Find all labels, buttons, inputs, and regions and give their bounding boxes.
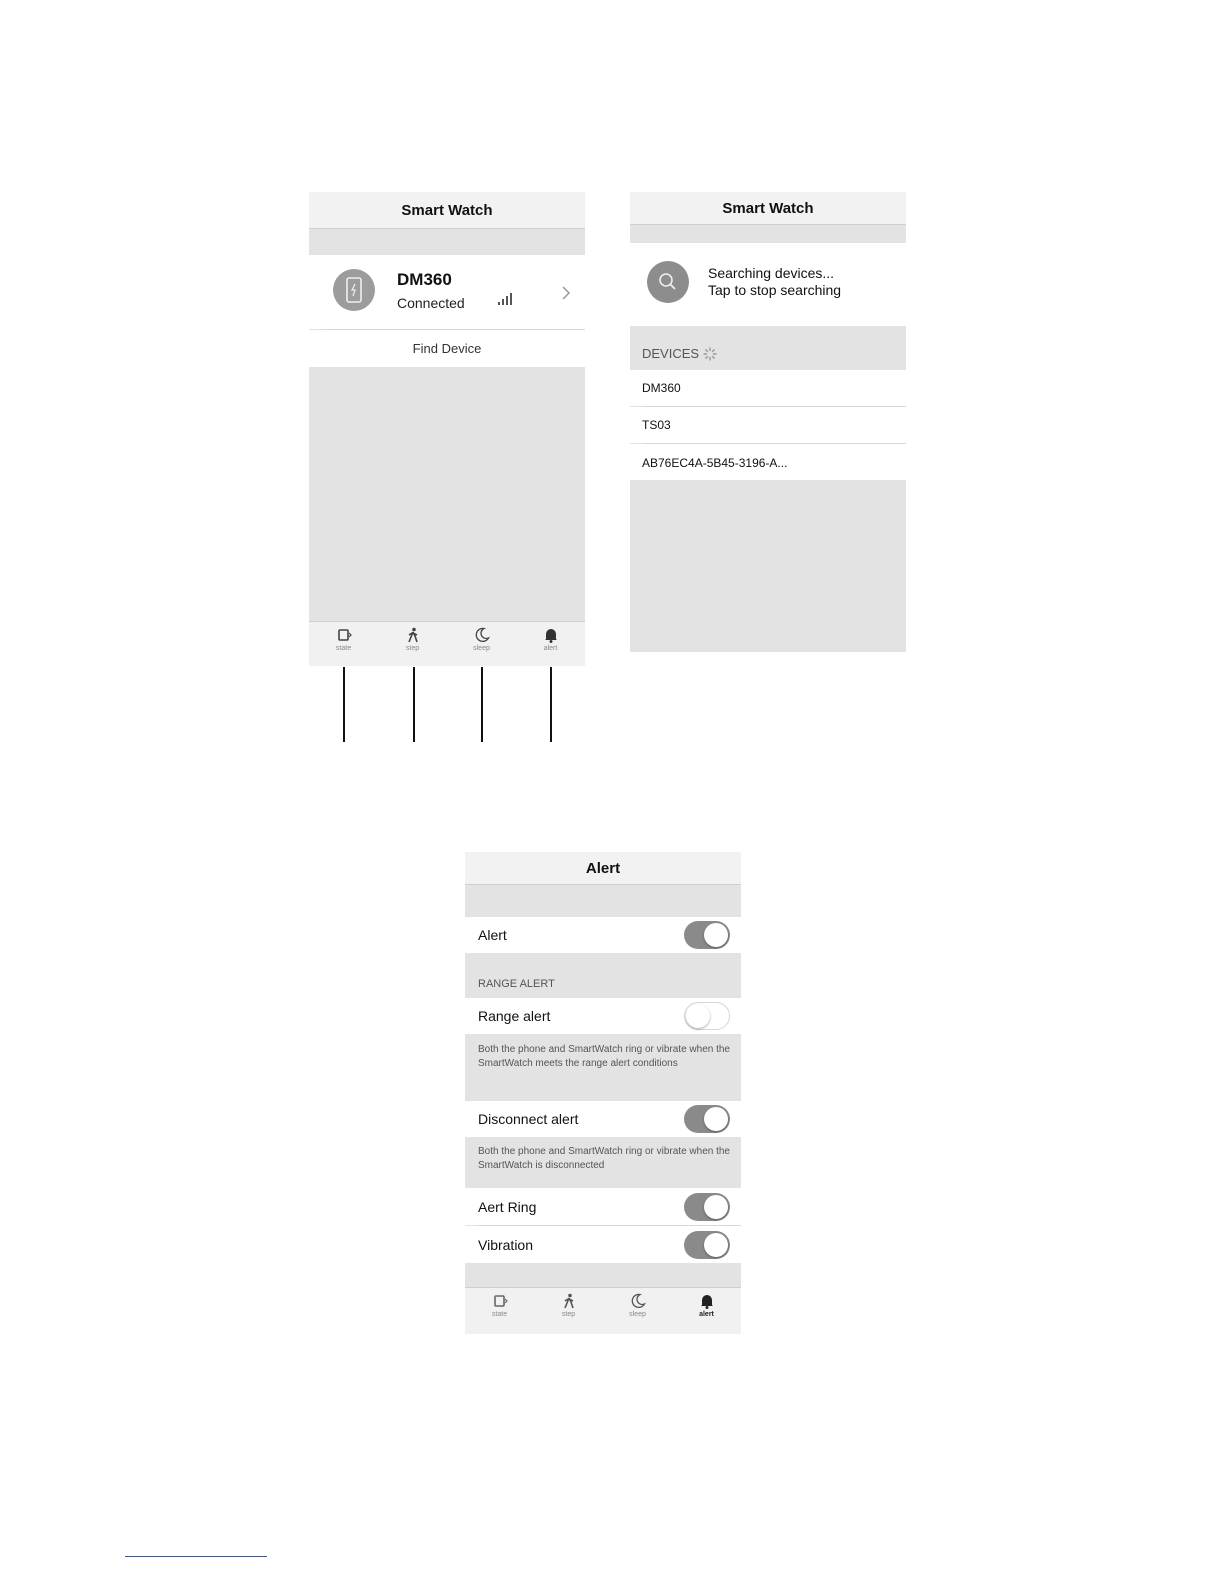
tab-label: step (405, 645, 420, 652)
search-stop-hint: Tap to stop searching (708, 282, 842, 298)
setting-row-alert-ring (465, 1188, 741, 1225)
nav-title: Smart Watch (401, 201, 493, 219)
callout-line-sleep (481, 667, 483, 742)
screen-device-search (630, 192, 906, 652)
callout-line-state (343, 667, 345, 742)
bell-icon (699, 1293, 715, 1309)
devices-section-header (642, 346, 717, 361)
setting-label: Disconnect alert (478, 1111, 579, 1127)
range-alert-description: Both the phone and SmartWatch ring or vibrate when the SmartWatch meets the range alert conditions (478, 1044, 730, 1069)
setting-label: Alert (478, 927, 507, 943)
device-list-item[interactable] (630, 444, 906, 480)
device-list-item[interactable] (630, 407, 906, 443)
spinner-icon (703, 347, 717, 361)
tab-sleep[interactable] (447, 622, 516, 666)
screen-alert-settings (465, 852, 741, 1334)
footer-rule (125, 1556, 267, 1557)
tab-alert[interactable] (516, 622, 585, 666)
range-alert-toggle[interactable] (684, 1002, 730, 1030)
nav-bar (465, 852, 741, 885)
tab-label: sleep (629, 1311, 646, 1318)
setting-label: Range alert (478, 1008, 551, 1024)
search-status-text: Searching devices... (708, 265, 835, 281)
search-status-row[interactable] (630, 243, 906, 326)
tab-label: sleep (473, 645, 490, 652)
chevron-right-icon (561, 285, 571, 301)
tab-label: alert (543, 645, 558, 652)
disconnect-alert-toggle[interactable] (684, 1105, 730, 1133)
disconnect-alert-description: Both the phone and SmartWatch ring or vibrate when the SmartWatch is disconnected (478, 1146, 730, 1171)
device-status: Connected (397, 295, 465, 311)
search-icon (647, 261, 689, 303)
range-section-header: RANGE ALERT (478, 978, 555, 990)
tab-label: step (561, 1311, 576, 1318)
setting-row-range-alert (465, 998, 741, 1034)
device-list-name: AB76EC4A-5B45-3196-A... (642, 456, 788, 470)
setting-row-alert (465, 917, 741, 953)
vibration-toggle[interactable] (684, 1231, 730, 1259)
device-list-item[interactable] (630, 370, 906, 406)
walking-person-icon (561, 1293, 577, 1309)
setting-row-vibration (465, 1226, 741, 1263)
tab-state[interactable] (309, 622, 378, 666)
tab-state[interactable] (465, 1288, 534, 1334)
setting-row-disconnect-alert (465, 1101, 741, 1137)
toggle-knob (704, 923, 728, 947)
moon-icon (630, 1293, 646, 1309)
bell-icon (543, 627, 559, 643)
toggle-knob (704, 1107, 728, 1131)
alert-ring-toggle[interactable] (684, 1193, 730, 1221)
nav-bar (309, 192, 585, 229)
nav-title: Smart Watch (722, 199, 814, 217)
tab-label: state (335, 645, 352, 652)
tab-bar (465, 1287, 741, 1334)
nav-bar (630, 192, 906, 225)
tab-bar (309, 621, 585, 666)
tab-label: state (491, 1311, 508, 1318)
device-list-name: TS03 (642, 418, 671, 432)
watch-icon (336, 627, 352, 643)
setting-label: Aert Ring (478, 1199, 537, 1215)
tab-label: alert (699, 1311, 714, 1318)
device-avatar (333, 269, 375, 311)
callout-line-step (413, 667, 415, 742)
tab-step[interactable] (534, 1288, 603, 1334)
toggle-knob (704, 1195, 728, 1219)
device-row[interactable] (309, 255, 585, 329)
signal-icon (497, 292, 513, 306)
find-device-label: Find Device (412, 341, 482, 356)
toggle-knob (686, 1004, 710, 1028)
moon-icon (474, 627, 490, 643)
device-name: DM360 (397, 270, 452, 289)
tab-step[interactable] (378, 622, 447, 666)
search-button[interactable] (647, 261, 689, 303)
tab-sleep[interactable] (603, 1288, 672, 1334)
callout-line-alert (550, 667, 552, 742)
device-list-name: DM360 (642, 381, 681, 395)
watch-icon (492, 1293, 508, 1309)
walking-person-icon (405, 627, 421, 643)
setting-label: Vibration (478, 1237, 534, 1253)
alert-toggle[interactable] (684, 921, 730, 949)
toggle-knob (704, 1233, 728, 1257)
tab-alert[interactable] (672, 1288, 741, 1334)
nav-title: Alert (585, 859, 621, 877)
phone-icon (333, 269, 375, 311)
find-device-button[interactable] (309, 330, 585, 367)
screen-device-status (309, 192, 585, 666)
devices-header-label: DEVICES (642, 346, 700, 361)
